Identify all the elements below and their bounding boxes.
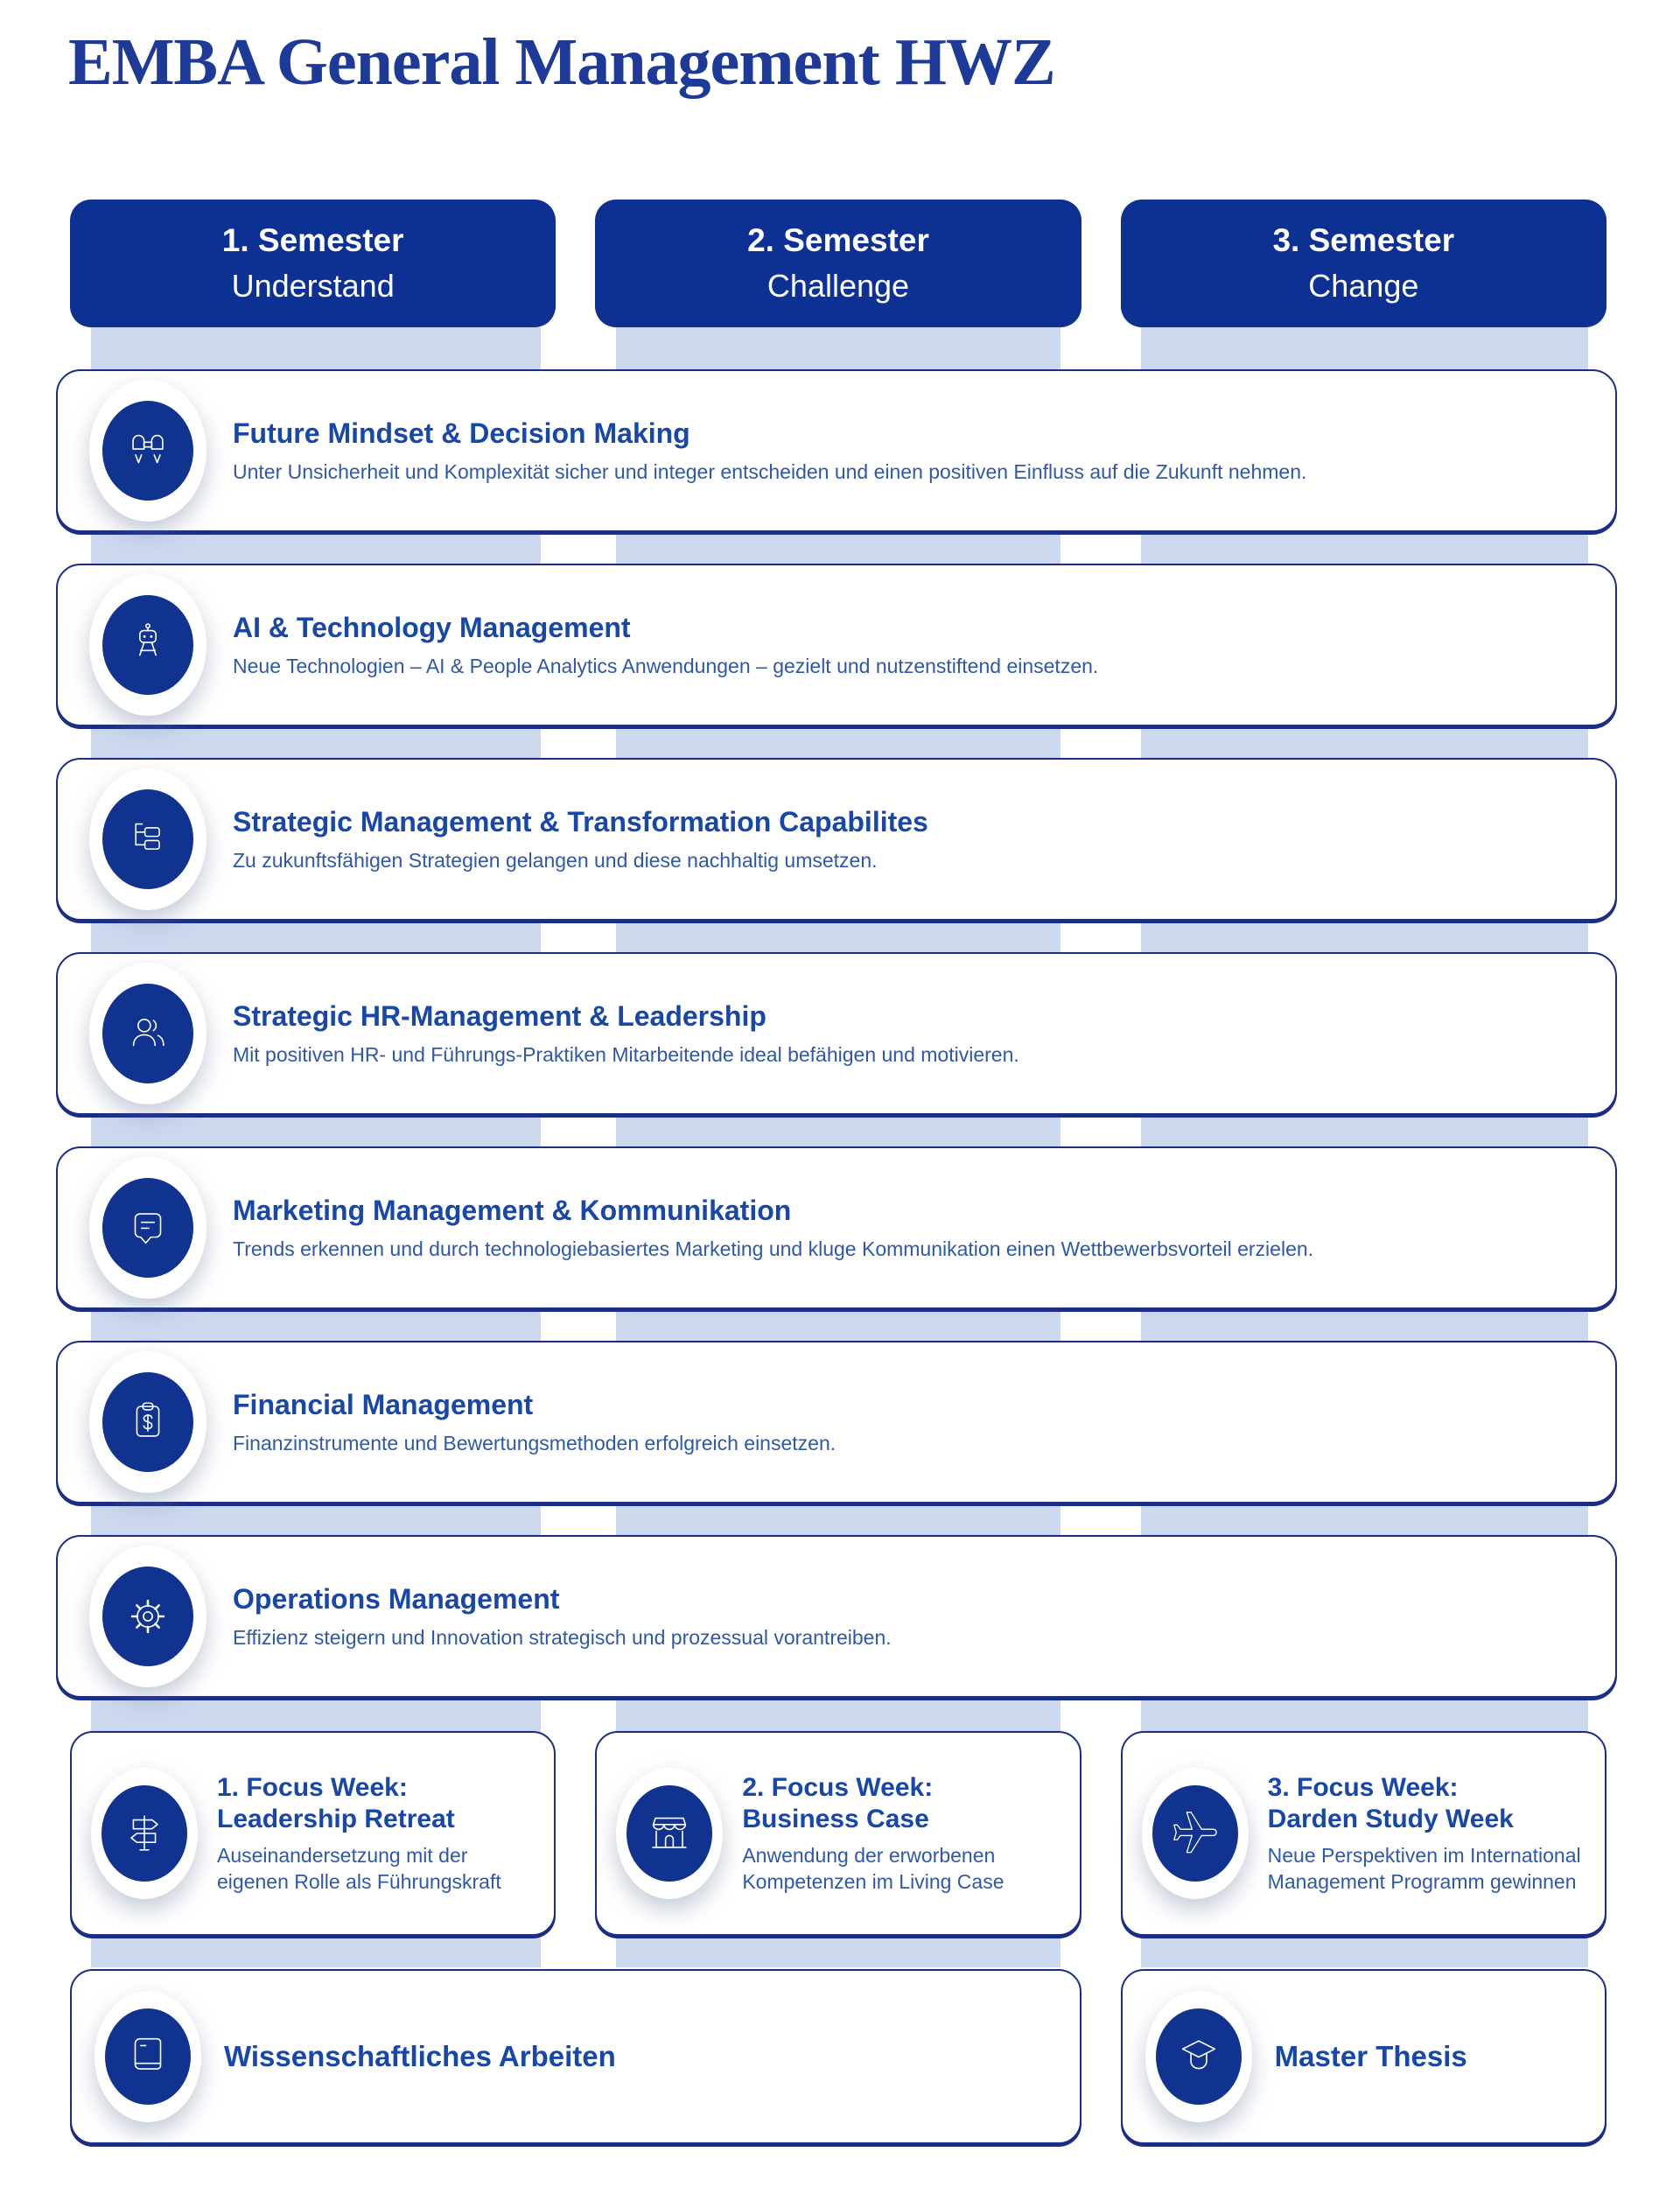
module-title: Financial Management [233, 1389, 534, 1420]
icon-ellipse [89, 1546, 206, 1687]
module-card-strategic-management [56, 758, 1617, 921]
focus-week-title-main: Leadership Retreat [217, 1805, 455, 1834]
robot-icon [102, 595, 193, 695]
module-card-operations [56, 1535, 1617, 1698]
module-title: Strategic HR-Management & Leadership [233, 1000, 766, 1032]
focus-week-title [742, 1772, 1060, 1836]
focus-week-title [217, 1772, 535, 1836]
hierarchy-icon [102, 789, 193, 889]
focus-week-title-main: Darden Study Week [1267, 1805, 1514, 1834]
focus-week-title [1268, 1772, 1586, 1836]
final-module-title: Master Thesis [1274, 2040, 1467, 2072]
card-master-thesis [1121, 1969, 1606, 2144]
users-icon [102, 984, 193, 1083]
focus-week-card-leadership-retreat [70, 1731, 556, 1936]
icon-ellipse [1145, 1991, 1252, 2122]
semester-3-header [1121, 200, 1606, 327]
focus-week-title-prefix: 2. Focus Week: [742, 1772, 934, 1802]
module-description: Trends erkennen und durch technologiebasiertes Marketing und kluge Kommunikation einen Wettbewerbsvorteil erzielen. [233, 1237, 1314, 1260]
semester-number: 2. Semester [747, 222, 929, 258]
focus-week-description: Neue Perspektiven im International Management Programm gewinnen [1267, 1843, 1581, 1893]
module-description: Unter Unsicherheit und Komplexität sicher und integer entscheiden und einen positiven Einfluss auf die Zukunft nehmen. [233, 460, 1307, 483]
icon-ellipse [89, 1157, 206, 1299]
module-title: Strategic Management & Transformation Capabilites [233, 806, 928, 838]
focus-week-description: Auseinandersetzung mit der eigenen Rolle als Führungskraft [217, 1843, 501, 1893]
gear-icon [102, 1567, 193, 1666]
semester-label: Change [1308, 268, 1419, 304]
module-description: Neue Technologien – AI & People Analytics Anwendungen – gezielt und nutzenstiftend einsetzen. [233, 655, 1099, 677]
focus-week-title-prefix: 1. Focus Week: [217, 1772, 408, 1802]
focus-week-card-business-case [595, 1731, 1081, 1936]
module-title: Future Mindset & Decision Making [233, 417, 690, 449]
jetpack-icon [102, 401, 193, 501]
chat-bubble-icon [102, 1178, 193, 1278]
module-description: Zu zukunftsfähigen Strategien gelangen und diese nachhaltig umsetzen. [233, 849, 878, 872]
module-title: Marketing Management & Kommunikation [233, 1195, 792, 1226]
focus-week-card-darden-study-week [1121, 1731, 1606, 1936]
module-card-marketing [56, 1146, 1617, 1309]
card-wissenschaftliches-arbeiten [70, 1969, 1082, 2144]
focus-week-description: Anwendung der erworbenen Kompetenzen im Living Case [742, 1843, 1004, 1893]
focus-week-title-prefix: 3. Focus Week: [1267, 1772, 1459, 1802]
semester-1-header [70, 200, 556, 327]
semester-number: 3. Semester [1272, 222, 1455, 258]
clipboard-dollar-icon [102, 1372, 193, 1472]
icon-ellipse [94, 1991, 201, 2122]
focus-week-title-main: Business Case [742, 1805, 929, 1834]
semester-number: 1. Semester [221, 222, 404, 258]
icon-ellipse [616, 1768, 723, 1899]
module-description: Finanzinstrumente und Bewertungsmethoden erfolgreich einsetzen. [233, 1432, 836, 1454]
airplane-icon [1152, 1785, 1238, 1882]
icon-ellipse [1142, 1768, 1249, 1899]
icon-ellipse [89, 963, 206, 1104]
book-icon [105, 2008, 191, 2105]
icon-ellipse [91, 1768, 198, 1899]
final-module-title: Wissenschaftliches Arbeiten [224, 2040, 616, 2072]
module-description: Effizienz steigern und Innovation strategisch und prozessual vorantreiben. [233, 1626, 892, 1649]
icon-ellipse [89, 768, 206, 910]
module-description: Mit positiven HR- und Führungs-Praktiken Mitarbeitende ideal befähigen und motivieren. [233, 1043, 1019, 1066]
semester-label: Understand [231, 268, 395, 304]
semester-2-header [595, 200, 1081, 327]
module-title: Operations Management [233, 1583, 560, 1615]
semester-header-row [70, 200, 1606, 327]
graduation-cap-icon [1156, 2008, 1242, 2105]
signpost-icon [102, 1785, 187, 1882]
page-title: EMBA General Management HWZ [68, 25, 1055, 99]
icon-ellipse [89, 1351, 206, 1493]
module-title: AI & Technology Management [233, 612, 631, 643]
module-card-ai-technology [56, 564, 1617, 726]
final-modules-row [70, 1969, 1606, 2144]
semester-label: Challenge [766, 268, 910, 304]
module-card-hr-leadership [56, 952, 1617, 1115]
focus-week-row [70, 1731, 1606, 1936]
icon-ellipse [89, 380, 206, 522]
storefront-icon [626, 1785, 712, 1882]
icon-ellipse [89, 574, 206, 716]
module-card-future-mindset [56, 369, 1617, 532]
module-card-financial [56, 1341, 1617, 1504]
